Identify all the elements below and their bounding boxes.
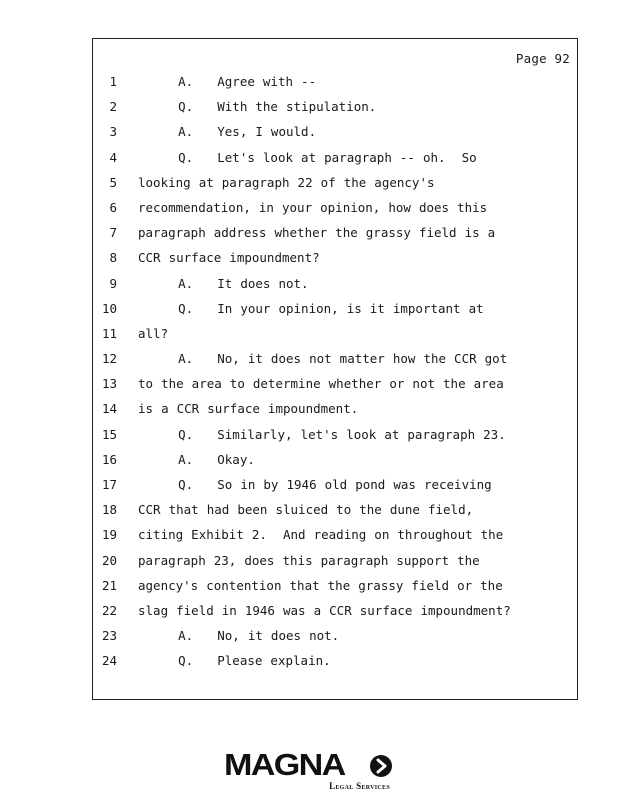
line-text: slag field in 1946 was a CCR surface impoundment?: [138, 602, 511, 618]
transcript-lines: [93, 69, 577, 674]
transcript-line: [93, 119, 577, 144]
line-number: 10: [101, 300, 117, 316]
line-number: 24: [101, 653, 117, 669]
line-number: 13: [101, 376, 117, 392]
line-number: 21: [101, 577, 117, 593]
transcript-page: [92, 38, 578, 700]
line-number: 12: [101, 351, 117, 367]
transcript-line: [93, 396, 577, 421]
transcript-line: [93, 422, 577, 447]
transcript-line: [93, 598, 577, 623]
line-number: 17: [101, 477, 117, 492]
line-number: 3: [109, 124, 117, 140]
arrow-right-circle-icon: [370, 755, 392, 777]
line-number: 15: [101, 426, 117, 442]
line-text: A. No, it does not matter how the CCR got: [138, 351, 508, 367]
line-text: Q. Please explain.: [138, 653, 331, 669]
line-number: 9: [109, 275, 117, 291]
line-text: all?: [138, 325, 169, 341]
line-number: 2: [109, 99, 117, 115]
line-number: 1: [109, 74, 117, 89]
logo-wordmark: MAGNA: [224, 747, 345, 782]
line-number: 19: [101, 527, 117, 543]
line-text: looking at paragraph 22 of the agency's: [138, 174, 435, 190]
transcript-line: [93, 648, 577, 673]
line-number: 14: [101, 401, 117, 417]
transcript-line: [93, 271, 577, 296]
magna-logo: [224, 748, 396, 792]
line-text: is a CCR surface impoundment.: [138, 401, 359, 417]
transcript-line: [93, 94, 577, 119]
line-number: 5: [109, 174, 117, 190]
line-number: 23: [101, 628, 117, 644]
transcript-line: [93, 170, 577, 195]
line-text: Q. So in by 1946 old pond was receiving: [138, 477, 492, 492]
transcript-line: [93, 296, 577, 321]
line-number: 6: [109, 199, 117, 215]
line-text: paragraph 23, does this paragraph support the: [138, 552, 480, 568]
transcript-line: [93, 195, 577, 220]
transcript-line: [93, 447, 577, 472]
transcript-line: [93, 548, 577, 573]
line-number: 4: [109, 149, 117, 165]
transcript-line: [93, 321, 577, 346]
page-number: Page 92: [515, 51, 570, 66]
transcript-line: [93, 472, 577, 497]
line-text: CCR surface impoundment?: [138, 250, 320, 266]
transcript-line: [93, 573, 577, 598]
line-text: A. Okay.: [138, 451, 255, 467]
transcript-line: [93, 245, 577, 270]
line-number: 7: [109, 225, 117, 241]
line-text: paragraph address whether the grassy field is a: [138, 225, 496, 241]
line-text: Q. Similarly, let's look at paragraph 23.: [138, 426, 506, 442]
transcript-line: [93, 145, 577, 170]
transcript-line: [93, 522, 577, 547]
line-text: Q. In your opinion, is it important at: [138, 300, 484, 316]
line-text: to the area to determine whether or not the area: [138, 376, 504, 392]
line-number: 8: [109, 250, 117, 266]
line-text: CCR that had been sluiced to the dune field,: [138, 502, 474, 518]
transcript-line: [93, 220, 577, 245]
line-text: A. No, it does not.: [138, 628, 340, 644]
transcript-line: [93, 346, 577, 371]
line-number: 16: [101, 451, 117, 467]
line-number: 18: [101, 502, 117, 518]
transcript-line: [93, 497, 577, 522]
line-text: A. Agree with --: [138, 74, 317, 89]
line-text: A. It does not.: [138, 275, 309, 291]
line-number: 11: [101, 325, 117, 341]
line-number: 22: [101, 602, 117, 618]
transcript-line: [93, 623, 577, 648]
line-text: Q. With the stipulation.: [138, 99, 377, 115]
line-number: 20: [101, 552, 117, 568]
transcript-line: [93, 69, 577, 94]
transcript-line: [93, 371, 577, 396]
line-text: A. Yes, I would.: [138, 124, 317, 140]
logo-subtitle: Legal Services: [329, 781, 390, 791]
line-text: agency's contention that the grassy field or the: [138, 577, 503, 593]
line-text: recommendation, in your opinion, how does this: [138, 199, 488, 215]
line-text: citing Exhibit 2. And reading on throughout the: [138, 527, 504, 543]
line-text: Q. Let's look at paragraph -- oh. So: [138, 149, 477, 165]
